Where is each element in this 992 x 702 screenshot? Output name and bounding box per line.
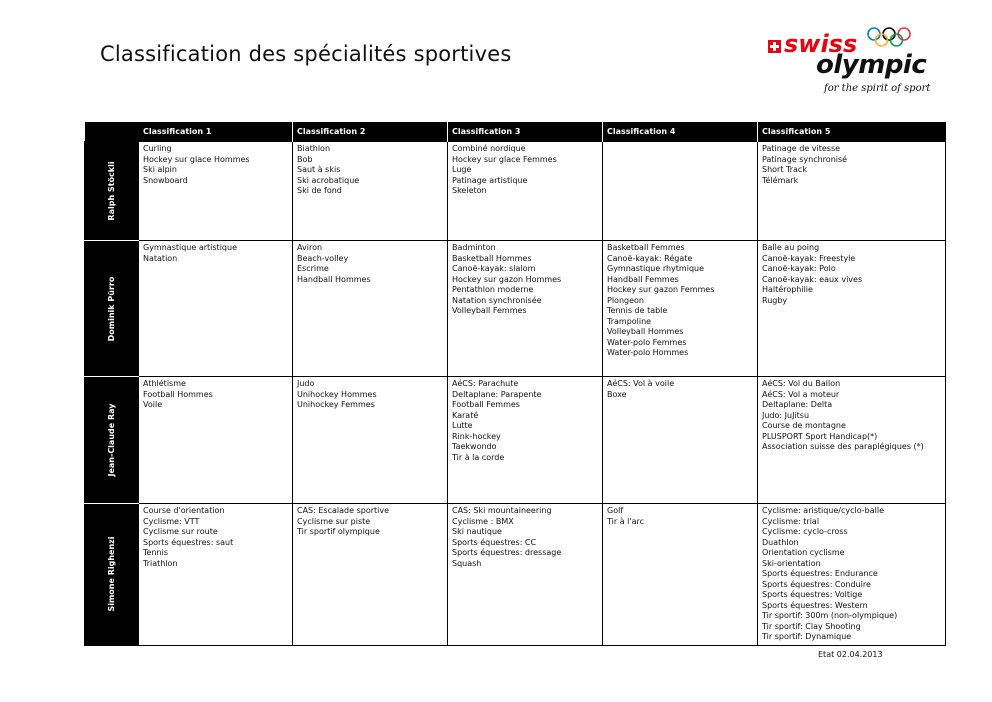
sport-item: Plongeon [607,295,644,305]
person-label-cell [85,241,139,377]
person-name: Dominik Pürro [106,276,116,341]
sport-item: Cyclisme: trial [762,516,820,526]
sport-item: Biathlon [297,144,331,153]
classification-cell [293,241,448,377]
sport-item: Tennis de table [607,306,668,315]
person-name: Simone Righenzi [106,536,116,612]
classification-cell [293,142,448,241]
sport-item: Basketball Hommes [452,253,532,263]
sport-item: Rink-hockey [452,431,501,441]
sport-item: Course d'orientation [143,506,225,515]
sport-item: Patinage artistique [452,175,528,185]
header-classification-2: Classification 2 [293,122,448,142]
sport-item: Golf [607,506,624,515]
sport-item: Triathlon [143,558,178,568]
sport-item: Handball Femmes [607,274,679,284]
sport-item: Volleyball Femmes [452,306,527,315]
sport-item: CAS: Ski mountaineering [452,506,552,515]
sport-item: Skeleton [452,186,487,195]
logo-olympic-text: olympic [816,50,927,80]
sport-item: Volleyball Hommes [607,327,684,336]
classification-cell [139,241,293,377]
sport-item: Sports équestres: saut [143,537,234,547]
sport-item: Bob [297,154,313,164]
classification-cell [758,142,946,241]
sport-item: Judo: JuJitsu [762,410,810,420]
sport-item: AéCS: Vol à voile [607,379,675,388]
sport-item: Badminton [452,243,496,252]
sport-item: Sports équestres: Conduire [762,579,871,589]
sport-item: Luge [452,165,472,174]
sport-item: Sports équestres: Western [762,600,868,610]
sport-item: Gymnastique artistique [143,243,237,252]
sport-item: Escrime [297,264,329,273]
sport-item: Ski alpin [143,165,177,174]
sport-item: Deltaplane: Delta [762,400,833,409]
sport-item: Canoë-kayak: Freestyle [762,253,856,263]
header-classification-3: Classification 3 [448,122,603,142]
sport-item: Balle au poing [762,243,820,252]
sport-item: Hockey sur glace Femmes [452,154,557,164]
sport-item: Cyclisme sur route [143,527,218,536]
classification-cell [603,142,758,241]
sport-item: AéCS: Vol a moteur [762,389,840,399]
swiss-olympic-logo [768,26,938,98]
sport-item: Water-polo Hommes [607,348,689,357]
sport-item: Pentathlon moderne [452,285,534,294]
sport-item: Patinage synchronisé [762,154,848,164]
sport-item: Ski-orientation [762,558,821,568]
sport-item: Hockey sur gazon Femmes [607,285,715,294]
sport-item: Beach-volley [297,253,349,263]
person-label-cell [85,142,139,241]
sport-item: Cyclisme : BMX [452,516,514,526]
sport-item: Ski nautique [452,527,502,536]
sport-item: Canoë-kayak: slalom [452,264,536,273]
sport-item: Gymnastique rhytmique [607,264,705,273]
sport-item: Lutte [452,421,473,430]
header-corner [85,122,139,142]
person-name: Ralph Stöckli [106,161,116,221]
sport-item: Saut à skis [297,165,341,174]
classification-cell [758,377,946,504]
sport-item: Sports équestres: CC [452,537,537,547]
classification-cell [448,504,603,646]
sport-item: Tir à l'arc [607,516,644,526]
classification-cell [603,241,758,377]
sport-item: Course de montagne [762,421,846,430]
sport-item: Karaté [452,410,479,420]
sport-item: Squash [452,558,482,568]
classification-cell [603,504,758,646]
sport-item: Handball Hommes [297,274,371,284]
sport-item: Taekwondo [452,442,497,451]
sport-item: Patinage de vitesse [762,144,841,153]
sport-item: Deltaplane: Parapente [452,389,542,399]
classification-table [84,122,946,646]
sport-item: Télémark [762,175,799,185]
classification-cell [293,504,448,646]
sport-item: Canoë-kayak: Régate [607,253,693,263]
sport-item: Ski acrobatique [297,175,360,185]
sport-item: Hockey sur gazon Hommes [452,274,562,284]
sport-item: Sports équestres: Voltige [762,590,863,599]
sport-item: Unihockey Femmes [297,400,375,409]
person-label-cell [85,377,139,504]
sport-item: Tir sportif: 300m (non-olympique) [762,611,898,620]
classification-cell [293,377,448,504]
sport-item: Sports équestres: Endurance [762,569,878,578]
sport-item: Tir sportif: Dynamique [762,632,852,641]
table-row [85,504,946,646]
sport-item: Water-polo Femmes [607,337,687,347]
classification-cell [139,142,293,241]
sport-item: Judo [297,379,315,388]
classification-cell [448,377,603,504]
sport-item: Football Hommes [143,389,213,399]
classification-cell [603,377,758,504]
sport-item: Football Femmes [452,400,520,409]
header-classification-1: Classification 1 [139,122,293,142]
classification-cell [139,377,293,504]
sport-item: Natation [143,253,178,263]
sport-item: Canoë-kayak: Polo [762,264,836,273]
sport-item: Combiné nordique [452,144,526,153]
header-classification-4: Classification 4 [603,122,758,142]
sport-item: Trampoline [607,316,652,326]
sport-item: Cyclisme sur piste [297,516,371,526]
classification-cell [448,241,603,377]
sport-item: Snowboard [143,175,188,185]
sport-item: CAS: Escalade sportive [297,506,390,515]
sport-item: Boxe [607,389,627,399]
logo-swiss-text: swiss [784,30,858,58]
sport-item: Voile [143,400,163,409]
classification-cell [758,504,946,646]
sport-item: Curling [143,144,172,153]
olympic-rings-icon [866,26,912,48]
swiss-cross-icon [768,40,781,53]
sport-item: Cyclisme: VTT [143,516,200,526]
sport-item: Short Track [762,165,807,174]
sport-item: Ski de fond [297,186,342,195]
person-label-cell [85,504,139,646]
sport-item: Tir sportif: Clay Shooting [762,621,861,631]
sport-item: Sports équestres: dressage [452,548,562,557]
person-name: Jean-Claude Ray [106,403,116,477]
sport-item: Cyclisme: aristique/cyclo-balle [762,506,885,515]
logo-tagline: for the spirit of sport [824,83,931,94]
sport-item: Tir à la corde [452,452,505,462]
sport-item: Rugby [762,295,788,305]
sport-item: Association suisse des paraplégiques (*) [762,442,924,451]
sport-item: Unihockey Hommes [297,389,377,399]
sport-item: Haltérophilie [762,285,813,294]
sport-item: Aviron [297,243,323,252]
sport-item: Tennis [143,548,168,557]
header-classification-5: Classification 5 [758,122,946,142]
table-row [85,377,946,504]
classification-cell [758,241,946,377]
sport-item: Hockey sur glace Hommes [143,154,250,164]
classification-cell [139,504,293,646]
table-row [85,142,946,241]
sport-item: Canoë-kayak: eaux vives [762,274,863,284]
table-header-row [85,122,946,142]
table-row [85,241,946,377]
sport-item: AéCS: Vol du Ballon [762,379,841,388]
sport-item: AéCS: Parachute [452,379,519,388]
date-footer: Etat 02.04.2013 [818,650,883,659]
sport-item: Orientation cyclisme [762,548,845,557]
sport-item: Athlétisme [143,379,186,388]
page-title: Classification des spécialités sportives [100,42,512,66]
sport-item: Natation synchronisée [452,295,542,305]
sport-item: PLUSPORT Sport Handicap(*) [762,431,878,441]
sport-item: Duathlon [762,537,799,547]
sport-item: Tir sportif olympique [297,527,380,536]
sport-item: Cyclisme: cyclo-cross [762,527,848,536]
sport-item: Basketball Femmes [607,243,685,252]
classification-cell [448,142,603,241]
